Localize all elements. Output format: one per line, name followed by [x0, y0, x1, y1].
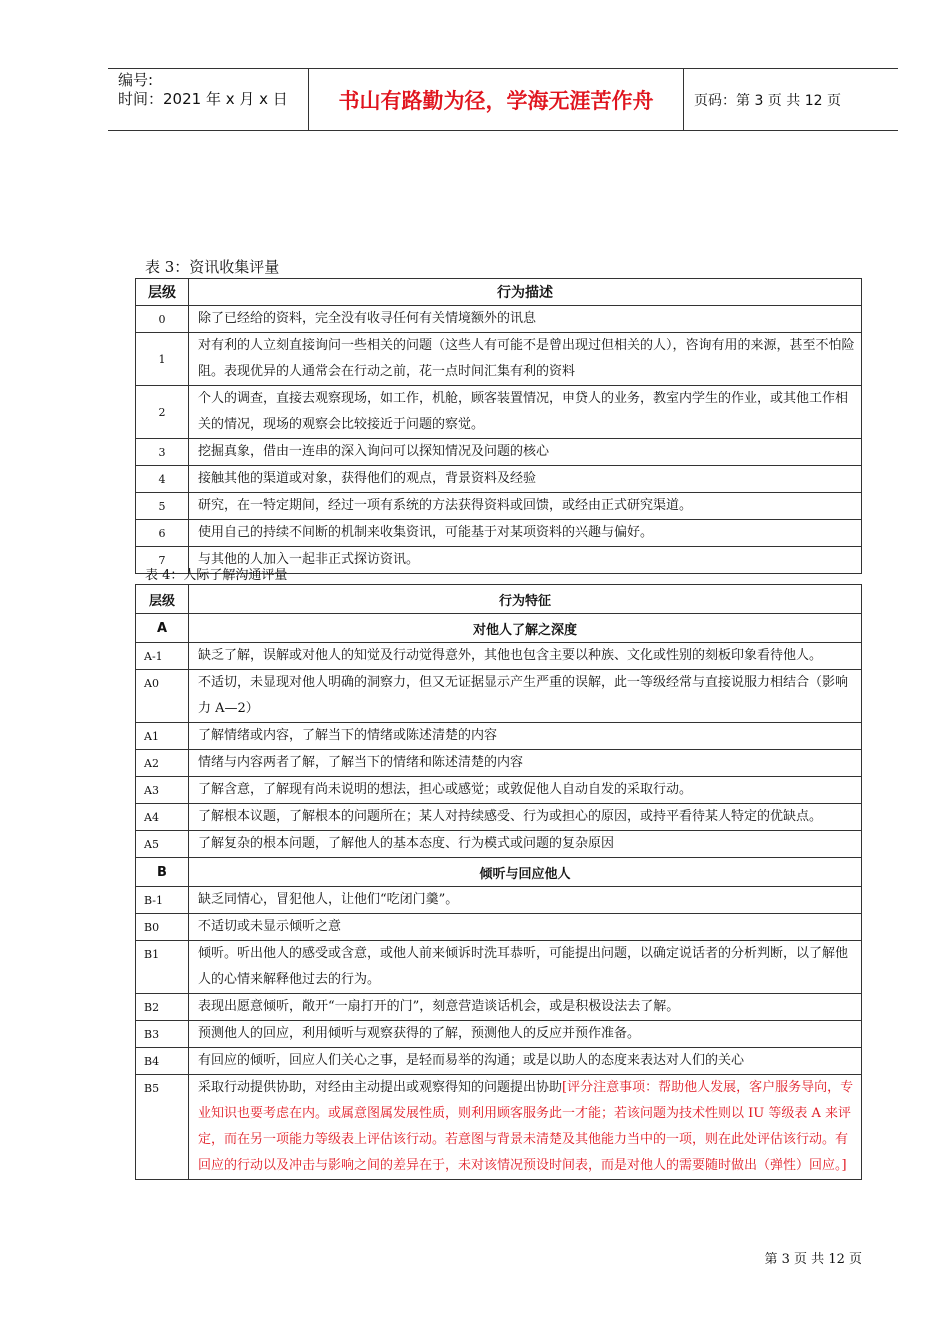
number-label: 编号: [118, 71, 154, 89]
table4-caption: 表 4：人际了解沟通评量 [145, 568, 288, 583]
level-cell: 0 [136, 306, 189, 333]
desc-cell: 有回应的倾听，回应人们关心之事，是轻而易举的沟通；或是以助人的态度来表达对人们的关心 [189, 1048, 862, 1075]
section-row-a [136, 614, 862, 643]
desc-cell: 情绪与内容两者了解，了解当下的情绪和陈述清楚的内容 [189, 750, 862, 777]
desc-cell: 缺乏同情心，冒犯他人，让他们“吃闭门羹”。 [189, 887, 862, 914]
level-cell: B0 [136, 914, 189, 941]
table3-header-row [136, 279, 862, 306]
level-cell: A5 [136, 831, 189, 858]
col-desc-header: 行为特征 [189, 585, 862, 614]
scoring-note: [评分注意事项：帮助他人发展，客户服务导向，专业知识也要考虑在内。或属意图属发展性质，则利用顾客服务此一才能；若该问题为技术性则以 IU 等级表 A 来评定，而在另一项能力等级表上评估该行动。若意图与背景未清楚及其他能力当中的一项，则在此处评估该行动。有回应的行动以及冲击与影响之间的差异在于，未对该情况预设时间表，而是对他人的需要随时做出（弹性）回应。] [198, 1080, 854, 1173]
header-meta [108, 69, 308, 130]
table-row [136, 750, 862, 777]
time-label: 时间：2021 年 x 月 x 日 [118, 90, 288, 108]
level-cell: B2 [136, 994, 189, 1021]
desc-cell: 了解复杂的根本问题，了解他人的基本态度、行为模式或问题的复杂原因 [189, 831, 862, 858]
desc-cell: 表现出愿意倾听，敞开“一扇打开的门”，刻意营造谈话机会，或是积极设法去了解。 [189, 994, 862, 1021]
table-row [136, 386, 862, 439]
table-row [136, 466, 862, 493]
desc-cell: 了解根本议题，了解根本的问题所在；某人对持续感受、行为或担心的原因，或持平看待某人特定的优缺点。 [189, 804, 862, 831]
level-cell: B5 [136, 1075, 189, 1180]
level-cell: A0 [136, 670, 189, 723]
table-row [136, 1021, 862, 1048]
level-cell: 1 [136, 333, 189, 386]
table-row [136, 333, 862, 386]
level-cell: A-1 [136, 643, 189, 670]
page-header [108, 68, 898, 131]
page-footer: 第 3 页 共 12 页 [764, 1252, 862, 1267]
level-cell: 4 [136, 466, 189, 493]
level-cell: A3 [136, 777, 189, 804]
desc-cell: 了解含意，了解现有尚未说明的想法，担心或感觉；或敦促他人自动自发的采取行动。 [189, 777, 862, 804]
col-level-header: 层级 [136, 585, 189, 614]
level-cell: 2 [136, 386, 189, 439]
header-motto: 书山有路勤为径，学海无涯苦作舟 [308, 69, 684, 130]
desc-cell: 对有利的人立刻直接询问一些相关的问题（这些人有可能不是曾出现过但相关的人），咨询有用的来源，甚至不怕险阻。表现优异的人通常会在行动之前，花一点时间汇集有利的资料 [189, 333, 862, 386]
table-row [136, 643, 862, 670]
table-row [136, 804, 862, 831]
level-cell: B3 [136, 1021, 189, 1048]
table-row [136, 1048, 862, 1075]
section-title: 倾听与回应他人 [189, 858, 862, 887]
level-cell: 7 [136, 547, 189, 574]
desc-cell: 了解情绪或内容，了解当下的情绪或陈述清楚的内容 [189, 723, 862, 750]
desc-cell [189, 1075, 862, 1180]
section-title: 对他人了解之深度 [189, 614, 862, 643]
header-page-info: 页码：第 3 页 共 12 页 [694, 92, 841, 109]
table-row [136, 994, 862, 1021]
table3 [135, 278, 862, 574]
table-row [136, 520, 862, 547]
table4 [135, 584, 862, 1180]
desc-cell: 除了已经给的资料，完全没有收寻任何有关情境额外的讯息 [189, 306, 862, 333]
table-row [136, 941, 862, 994]
table-row [136, 831, 862, 858]
table-row [136, 914, 862, 941]
table-row [136, 1075, 862, 1180]
level-cell: A1 [136, 723, 189, 750]
desc-cell: 与其他的人加入一起非正式探访资讯。 [189, 547, 862, 574]
table-row [136, 493, 862, 520]
level-cell: A2 [136, 750, 189, 777]
level-cell: B4 [136, 1048, 189, 1075]
desc-cell: 接触其他的渠道或对象，获得他们的观点，背景资料及经验 [189, 466, 862, 493]
desc-cell: 挖掘真象，借由一连串的深入询问可以探知情况及问题的核心 [189, 439, 862, 466]
table-row [136, 306, 862, 333]
table4-header-row [136, 585, 862, 614]
table-row [136, 777, 862, 804]
desc-cell: 不适切，未显现对他人明确的洞察力，但又无证据显示产生严重的误解，此一等级经常与直接说服力相结合（影响力 A—2） [189, 670, 862, 723]
desc-text: 采取行动提供协助，对经由主动提出或观察得知的问题提出协助 [198, 1080, 563, 1095]
desc-cell: 缺乏了解，误解或对他人的知觉及行动觉得意外，其他也包含主要以种族、文化或性别的刻板印象看待他人。 [189, 643, 862, 670]
table-row [136, 439, 862, 466]
level-cell: B-1 [136, 887, 189, 914]
desc-cell: 倾听。听出他人的感受或含意，或他人前来倾诉时洗耳恭听，可能提出问题，以确定说话者的分析判断，以了解他人的心情来解释他过去的行为。 [189, 941, 862, 994]
col-desc-header: 行为描述 [189, 279, 862, 306]
desc-cell: 研究，在一特定期间，经过一项有系统的方法获得资料或回馈，或经由正式研究渠道。 [189, 493, 862, 520]
table-row [136, 670, 862, 723]
table3-caption: 表 3：资讯收集评量 [145, 258, 280, 276]
level-cell: B1 [136, 941, 189, 994]
section-row-b [136, 858, 862, 887]
level-cell: 3 [136, 439, 189, 466]
level-cell: 6 [136, 520, 189, 547]
desc-cell: 不适切或未显示倾听之意 [189, 914, 862, 941]
section-code: B [136, 858, 189, 887]
section-code: A [136, 614, 189, 643]
col-level-header: 层级 [136, 279, 189, 306]
table-row [136, 887, 862, 914]
desc-cell: 预测他人的回应，利用倾听与观察获得的了解，预测他人的反应并预作准备。 [189, 1021, 862, 1048]
level-cell: 5 [136, 493, 189, 520]
desc-cell: 个人的调查，直接去观察现场，如工作，机舱，顾客装置情况，申贷人的业务，教室内学生的作业，或其他工作相关的情况，现场的观察会比较接近于问题的察觉。 [189, 386, 862, 439]
table-row [136, 723, 862, 750]
desc-cell: 使用自己的持续不间断的机制来收集资讯，可能基于对某项资料的兴趣与偏好。 [189, 520, 862, 547]
level-cell: A4 [136, 804, 189, 831]
